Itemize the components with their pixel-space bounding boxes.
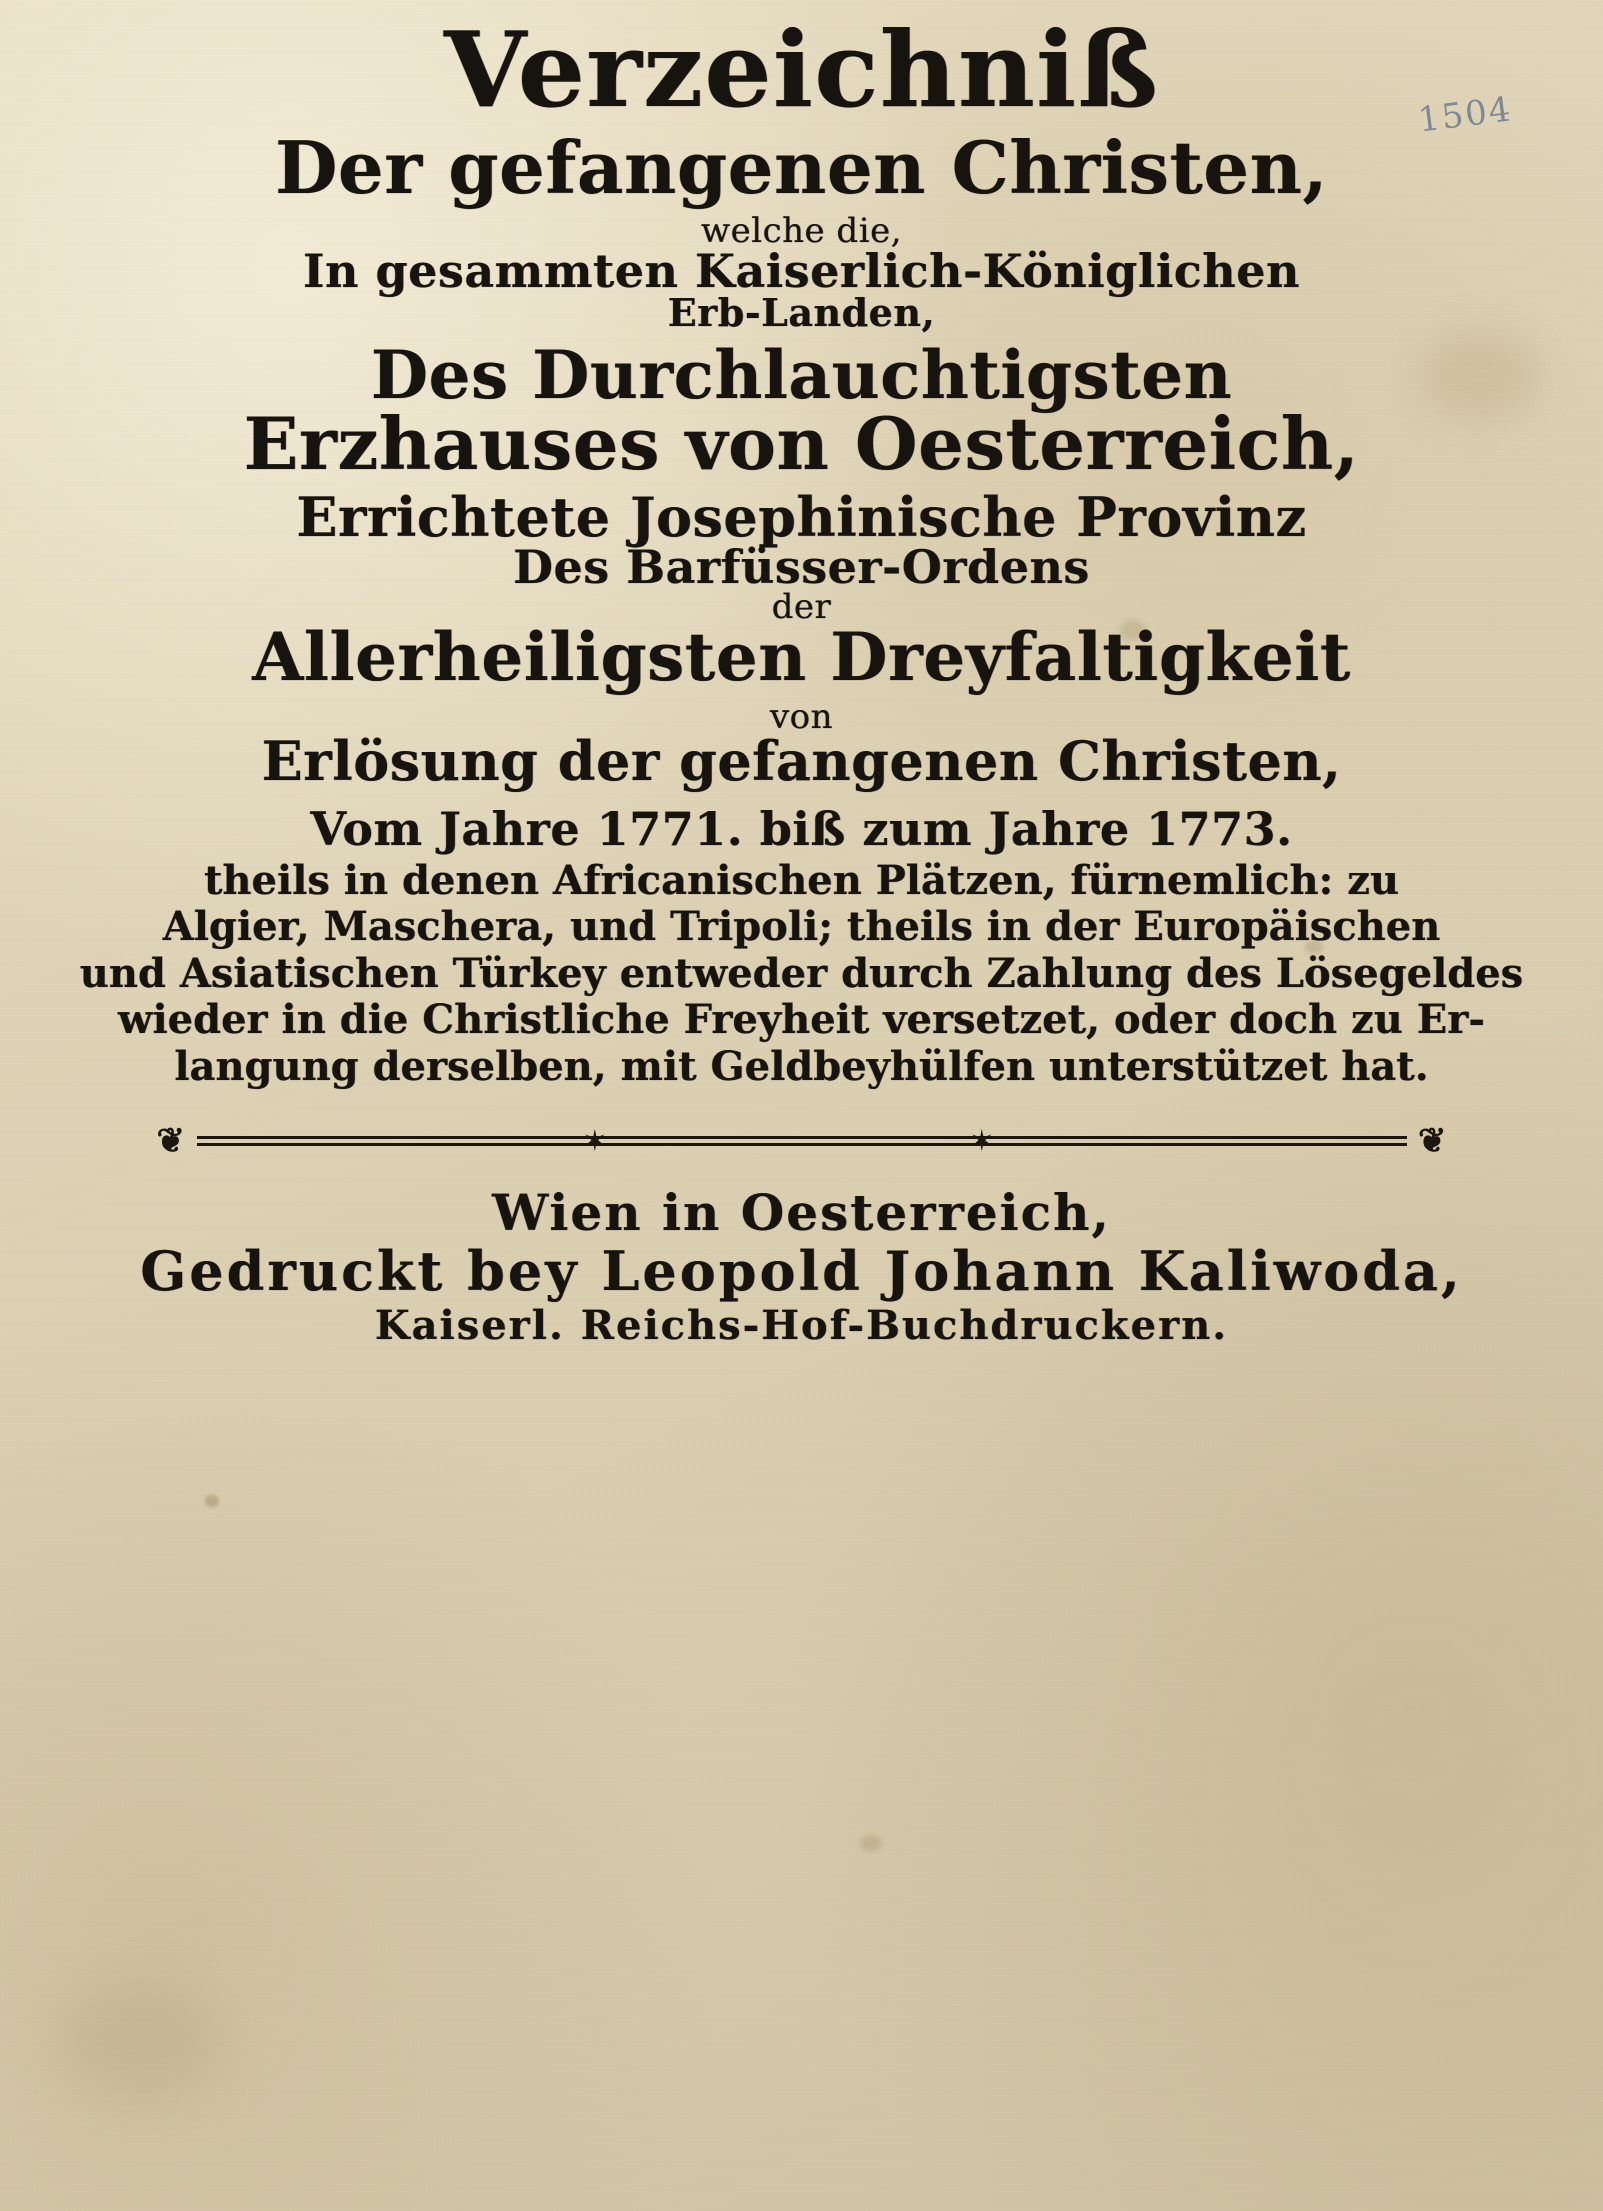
body-row: Algier, Maschera, und Tripoli; theils in der Europäischen [162, 903, 1441, 951]
body-paragraph [75, 858, 1528, 1090]
imprint-role: Kaiserl. Reichs-Hof-Buchdruckern. [374, 1301, 1229, 1349]
line-erzhauses-von-oesterreich: Erzhauses von Oesterreich, [243, 401, 1360, 486]
ornament-left-icon: ❦ [156, 1120, 185, 1161]
ornament-mid-2-icon: ✶ [969, 1123, 995, 1159]
body-row: und Asiatischen Türkey entweder durch Zahlung des Lösegeldes [79, 949, 1524, 997]
imprint-block [75, 1182, 1528, 1349]
paper-stain [860, 1835, 882, 1851]
paper-stain [205, 1495, 219, 1507]
line-des-barfuesser-ordens: Des Barfüsser-Ordens [513, 540, 1090, 594]
line-der: der [771, 587, 832, 627]
imprint-printer: Gedruckt bey Leopold Johann Kaliwoda, [140, 1238, 1463, 1303]
line-years-range: Vom Jahre 1771. biß zum Jahre 1773. [310, 802, 1293, 856]
body-row: wieder in die Christliche Freyheit versetzet, oder doch zu Er- [118, 996, 1485, 1044]
line-des-durchlauchtigsten: Des Durchlauchtigsten [370, 336, 1233, 414]
body-row: langung derselben, mit Geldbeyhülfen unterstützet hat. [174, 1042, 1429, 1090]
line-errichtete-josephinische-provinz: Errichtete Josephinische Provinz [296, 485, 1307, 549]
ornament-mid-1-icon: ✶ [582, 1123, 608, 1159]
line-erb-landen: Erb-Landen, [667, 290, 936, 335]
ornament-right-icon: ❦ [1418, 1120, 1447, 1161]
pencil-annotation: 1504 [1416, 89, 1516, 141]
rule-bar [197, 1136, 1407, 1139]
line-kaiserlich-koeniglichen: In gesammten Kaiserlich-Königlichen [303, 244, 1300, 298]
title-line-1: Verzeichniß [444, 8, 1159, 131]
body-row: theils in denen Africanischen Plätzen, fürnemlich: zu [203, 857, 1400, 904]
subtitle-welche-die: welche die, [700, 211, 903, 251]
imprint-place: Wien in Oesterreich, [492, 1182, 1111, 1242]
paper-stain [60, 1980, 220, 2100]
line-von: von [769, 697, 834, 737]
line-allerheiligsten-dreyfaltigkeit: Allerheiligsten Dreyfaltigkeit [252, 618, 1351, 696]
line-erloesung-der-gefangenen-christen: Erlösung der gefangenen Christen, [261, 729, 1342, 793]
decorative-rule [156, 1120, 1447, 1161]
title-line-2: Der gefangenen Christen, [274, 125, 1329, 210]
